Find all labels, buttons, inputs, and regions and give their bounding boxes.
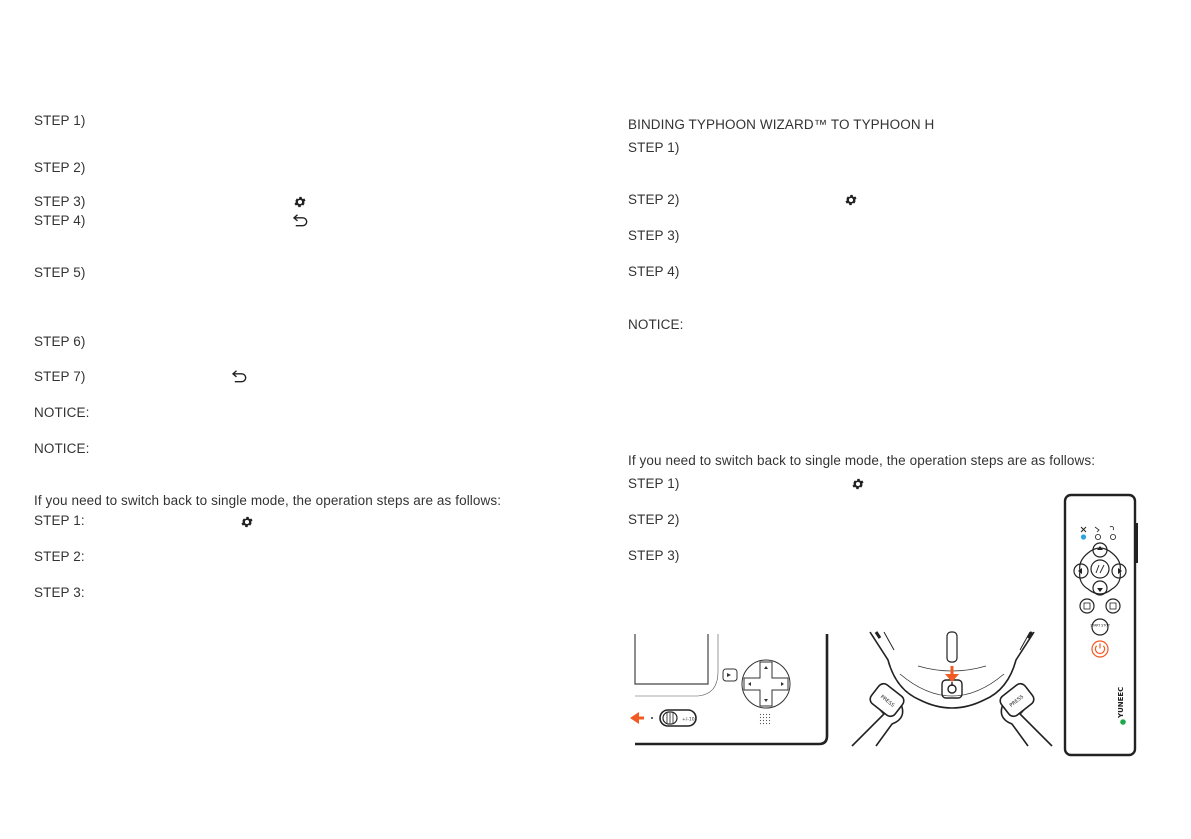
step-label: STEP 2:: [34, 549, 85, 564]
start-stop-label: START STOP: [1090, 623, 1110, 628]
step-label: STEP 1): [628, 140, 680, 155]
wizard-controller-illustration: [1062, 493, 1140, 757]
drone-underside-illustration: [848, 630, 1060, 748]
step-label: STEP 3): [34, 194, 86, 209]
back-arrow-icon: [292, 213, 310, 227]
step-label: STEP 2): [628, 192, 680, 207]
step-label: STEP 4): [628, 264, 680, 279]
brand-logo: YUNEEC: [1117, 686, 1125, 718]
gear-icon: [240, 515, 254, 529]
gear-icon: [844, 193, 858, 207]
arm-label-right: PRESS: [1008, 694, 1025, 709]
step-label: STEP 3:: [34, 585, 85, 600]
section-heading: BINDING TYPHOON WIZARD™ TO TYPHOON H: [628, 117, 935, 132]
notice-label: NOTICE:: [34, 405, 90, 420]
step-label: STEP 6): [34, 334, 86, 349]
step-label: STEP 1): [34, 113, 86, 128]
step-label: STEP 1): [628, 476, 680, 491]
step-label: STEP 7): [34, 369, 86, 384]
step-label: STEP 3): [628, 548, 680, 563]
single-mode-intro: If you need to switch back to single mode, the operation steps are as follows:: [628, 453, 1096, 468]
back-arrow-icon: [231, 369, 249, 383]
step-label: STEP 3): [628, 228, 680, 243]
ground-station-illustration: [630, 632, 836, 748]
single-mode-intro: If you need to switch back to single mode, the operation steps are as follows:: [34, 493, 502, 508]
step-label: STEP 5): [34, 265, 86, 280]
step-label: STEP 2): [628, 512, 680, 527]
switch-label: +/-10: [682, 717, 695, 723]
step-label: STEP 2): [34, 160, 86, 175]
step-label: STEP 4): [34, 213, 86, 228]
gear-icon: [851, 477, 865, 491]
arm-label-left: PRESS: [879, 694, 896, 709]
notice-label: NOTICE:: [628, 317, 684, 332]
gear-icon: [293, 195, 307, 209]
notice-label: NOTICE:: [34, 441, 90, 456]
step-label: STEP 1:: [34, 513, 85, 528]
